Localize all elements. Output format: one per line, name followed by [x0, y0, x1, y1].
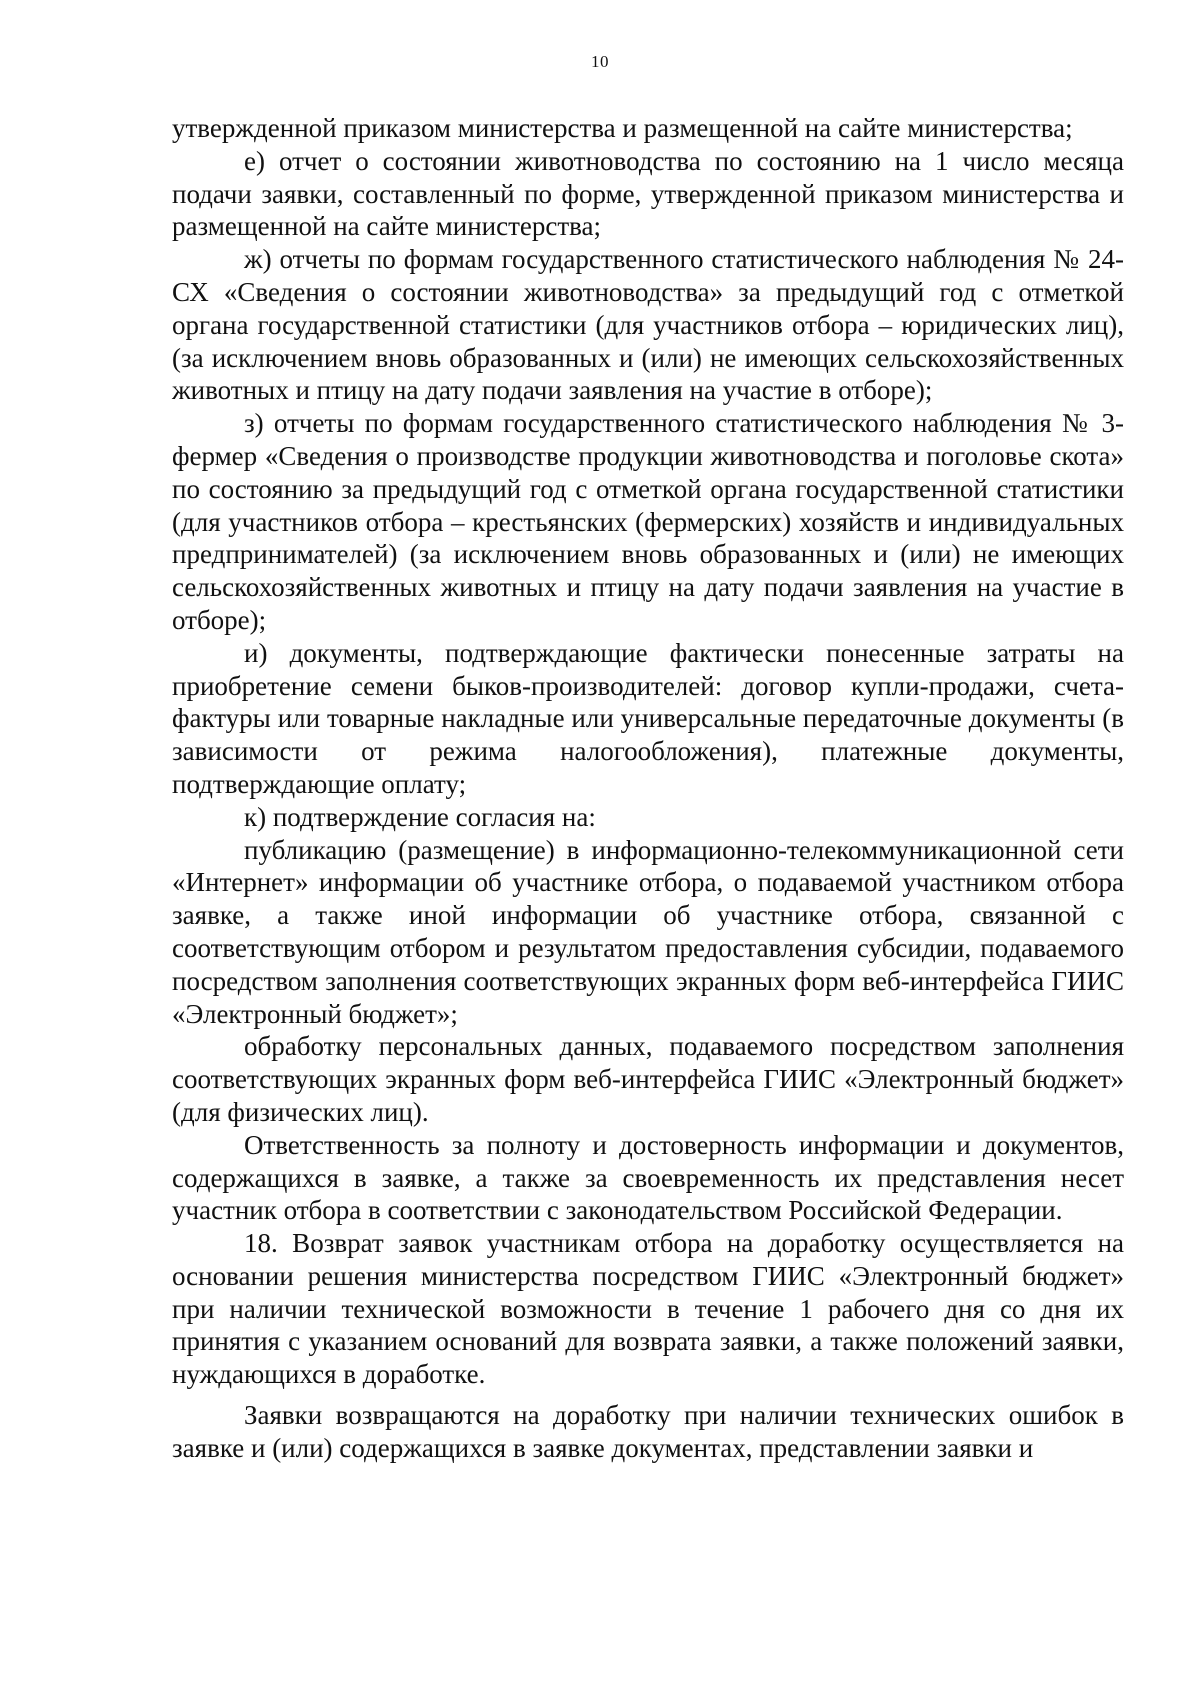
paragraph-item-zh: ж) отчеты по формам государственного статистического наблюдения № 24-СХ «Сведения о состоянии животноводства» за предыдущий год с отметкой органа государственной статистики (для участников отбора – юридических лиц), (за исключением вновь образованных и (или) не имеющих сельскохозяйственных животных и птицу на дату подачи заявления на участие в отборе); [172, 244, 1124, 406]
paragraph-18-return: 18. Возврат заявок участникам отбора на доработку осуществляется на основании решения министерства посредством ГИИС «Электронный бюджет» при наличии технической возможности в течение 1 рабочего дня со дня их принятия с указанием оснований для возврата заявки, а также положений заявки, нуждающихся в доработке. [172, 1228, 1124, 1390]
paragraph-consent-personal-data: обработку персональных данных, подаваемого посредством заполнения соответствующих экранных форм веб-интерфейса ГИИС «Электронный бюджет» (для физических лиц). [172, 1031, 1124, 1127]
paragraph-item-k: к) подтверждение согласия на: [244, 801, 596, 832]
paragraph-responsibility: Ответственность за полноту и достоверность информации и документов, содержащихся в заявке, а также за своевременность их представления несет участник отбора в соответствии с законодательством Российской Федерации. [172, 1129, 1124, 1226]
paragraph-item-z: з) отчеты по формам государственного статистического наблюдения № 3-фермер «Сведения о производстве продукции животноводства и поголовье скота» по состоянию за предыдущий год с отметкой органа государственной статистики (для участников отбора – крестьянских (фермерских) хозяйств и индивидуальных предпринимателей) (за исключением вновь образованных и (или) не имеющих сельскохозяйственных животных и птицу на дату подачи заявления на участие в отборе); [172, 408, 1124, 635]
paragraph-consent-publication: публикацию (размещение) в информационно-телекоммуникационной сети «Интернет» информации об участнике отбора, о подаваемой участником отбора заявке, а также иной информации об участнике отбора, связанной с соответствующим отбором и результатом предоставления субсидии, подаваемого посредством заполнения соответствующих экранных форм веб-интерфейса ГИИС «Электронный бюджет»; [172, 834, 1124, 1029]
document-body [172, 112, 1124, 1465]
paragraph-item-i: и) документы, подтверждающие фактически понесенные затраты на приобретение семени быков-производителей: договор купли-продажи, счета-фактуры или товарные накладные или универсальные передаточные документы (в зависимости от режима налогообложения), платежные документы, подтверждающие оплату; [172, 637, 1124, 799]
paragraph-continuation: утвержденной приказом министерства и размещенной на сайте министерства; [172, 113, 1073, 143]
paragraph-return-conditions: Заявки возвращаются на доработку при наличии технических ошибок в заявке и (или) содержащихся в заявке документах, представлении заявки и [172, 1400, 1124, 1463]
paragraph-item-e: е) отчет о состоянии животноводства по состоянию на 1 число месяца подачи заявки, составленный по форме, утвержденной приказом министерства и размещенной на сайте министерства; [172, 145, 1124, 242]
page-number: 10 [591, 52, 609, 71]
